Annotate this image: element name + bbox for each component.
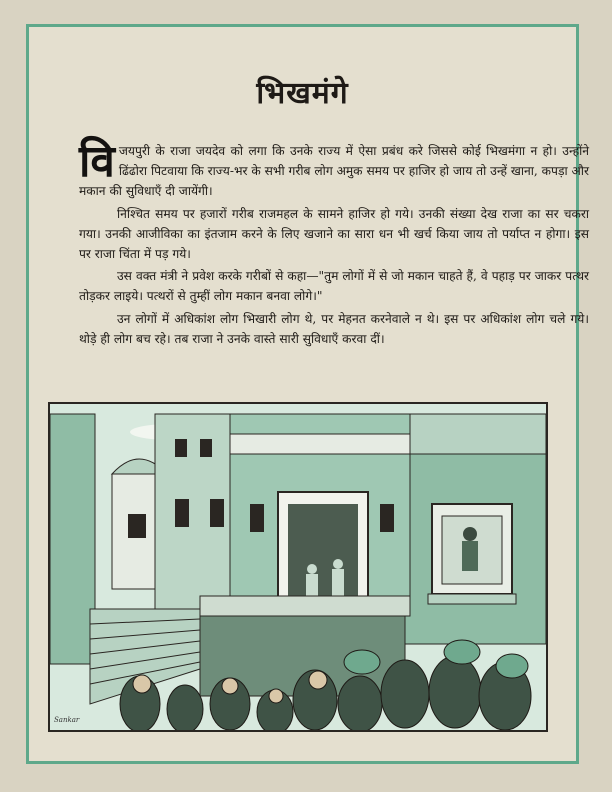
story-text [79,136,589,351]
paragraph-3: उस वक्त मंत्री ने प्रवेश करके गरीबों से कहा—"तुम लोगों में से जो मकान चाहते हैं, वे पहाड़ पर जाकर पत्थर तोड़कर लाइये। पत्थरों से तुम्हीं लोग मकान बनवा लोगे।" [79,269,589,304]
paragraph-1 [79,136,589,202]
artist-signature: Sankar [54,716,80,724]
paragraph-1-text: जयपुरी के राजा जयदेव को लगा कि उनके राज्य में ऐसा प्रबंध करे जिससे कोई भिखमंगा न हो। उन्होंने ढिंढोरा पिटवाया कि राज्य-भर के सभी गरीब लोग अमुक समय पर हाजिर हो जाय तो उन्हें खाना, कपड़ा और मकान की सुविधाएँ दी जायेंगी। [79,144,589,199]
paragraph-4: उन लोगों में अधिकांश लोग भिखारी लोग थे, पर मेहनत करनेवाले न थे। इस पर अधिकांश लोग चले गये। थोड़े ही लोग बच रहे। तब राजा ने उनके वास्ते सारी सुविधाएँ करवा दीं। [79,311,589,346]
palace-scene-image [50,404,546,730]
paragraph-2: निश्चित समय पर हजारों गरीब राजमहल के सामने हाजिर हो गये। उनकी संख्या देख राजा का सर चकरा गया। उनकी आजीविका का इंतजाम करने के लिए खजाने का सारा धन भी खर्च किया जाय तो पर्याप्त न होगा। इस पर राजा चिंता में पड़ गये। [79,206,589,262]
drop-cap: वि [79,136,115,187]
story-title: भिखमंगे [256,76,349,111]
palace-illustration [48,402,548,732]
